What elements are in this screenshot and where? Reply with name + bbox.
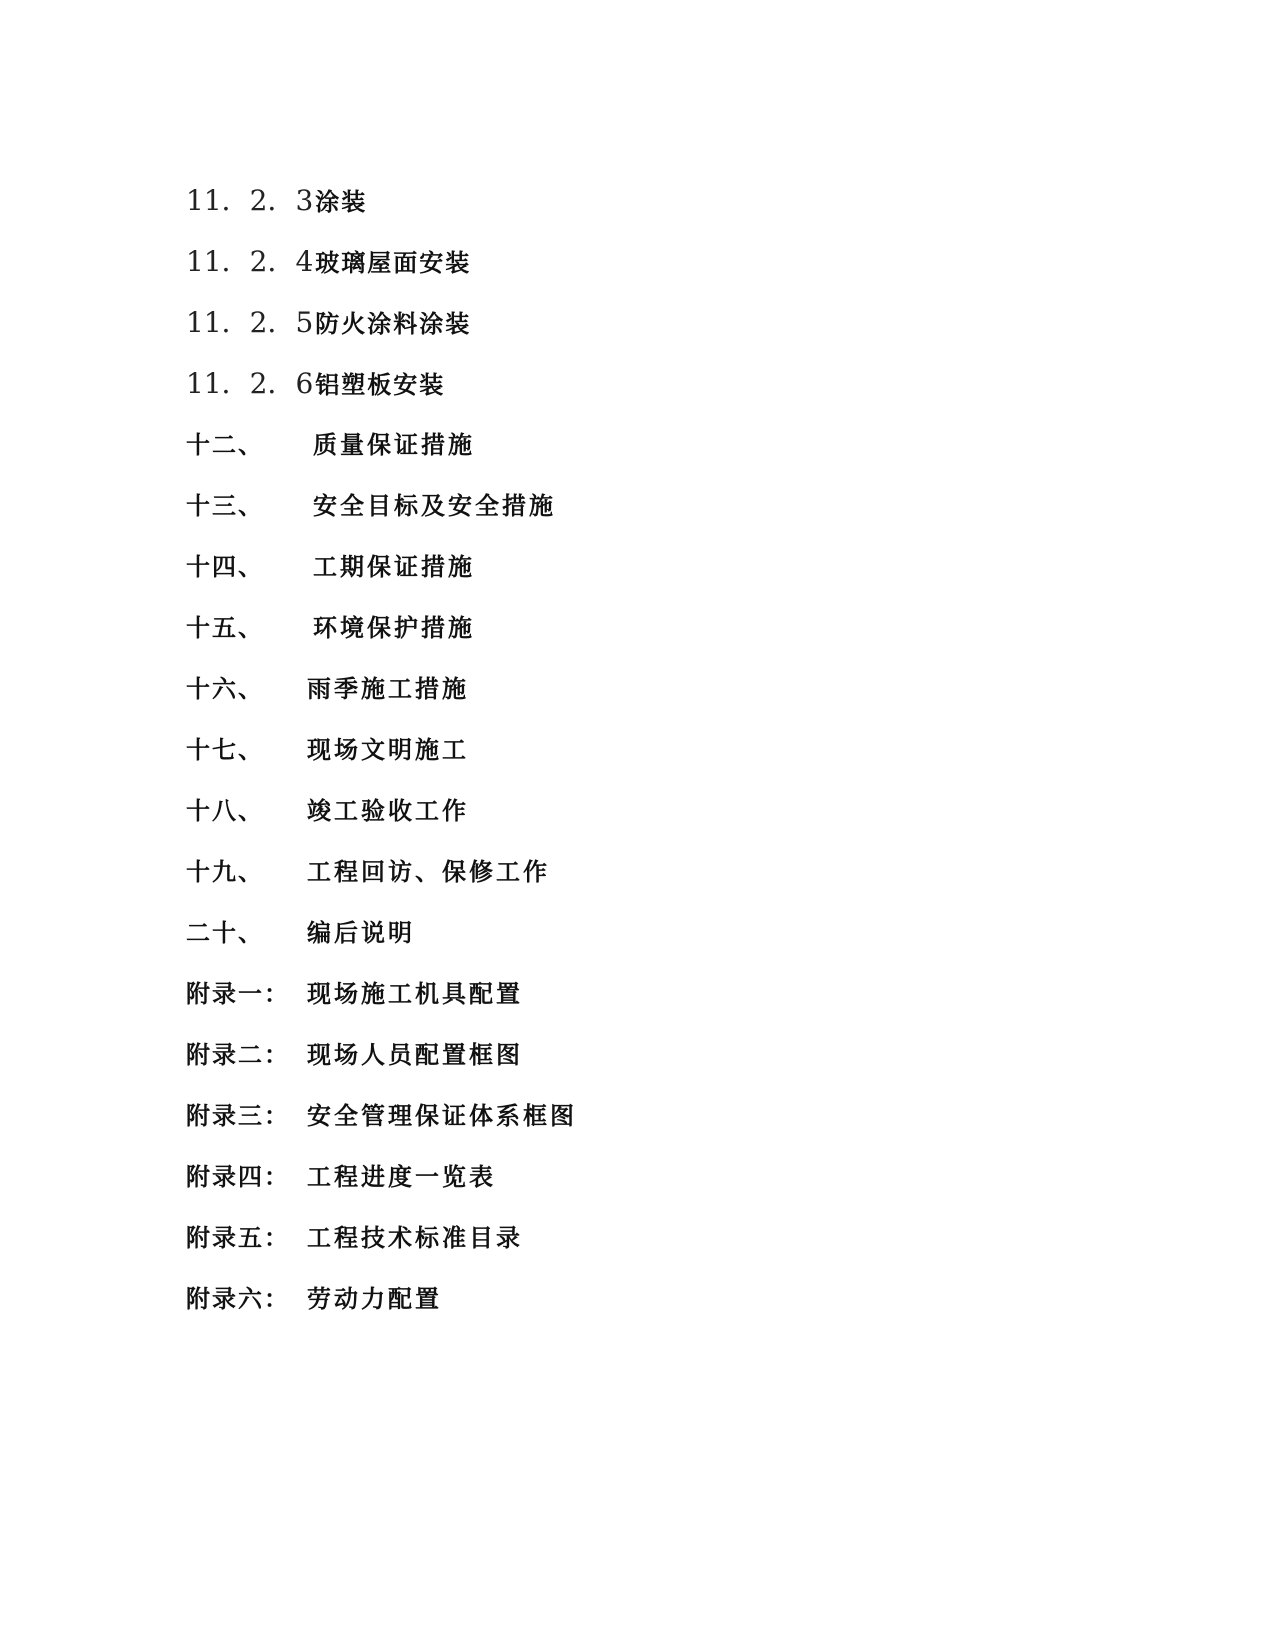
toc-entry-number: 十五、 [186, 613, 264, 642]
toc-entry [186, 1281, 1086, 1342]
toc-entry-number: 11．2．3 [186, 184, 314, 217]
toc-entry-title: 现场人员配置框图 [307, 1040, 523, 1069]
toc-entry [186, 427, 1086, 488]
toc-entry-title: 质量保证措施 [313, 430, 475, 459]
toc-entry [186, 915, 1086, 976]
toc-entry [186, 488, 1086, 549]
toc-entry-number: 附录四： [186, 1162, 290, 1191]
toc-entry [186, 732, 1086, 793]
toc-entry-number: 11．2．4 [186, 245, 314, 278]
toc-entry-number: 十六、 [186, 674, 264, 703]
toc-entry-number: 11．2．6 [186, 367, 314, 400]
toc-entry-title: 工程技术标准目录 [307, 1223, 523, 1252]
toc-entry-title: 玻璃屋面安装 [315, 248, 472, 277]
toc-entry-title: 竣工验收工作 [307, 796, 469, 825]
toc-entry [186, 610, 1086, 671]
toc-entry-number: 二十、 [186, 918, 264, 947]
toc-entry [186, 1037, 1086, 1098]
toc-entry-number: 附录一： [186, 979, 290, 1008]
toc-entry [186, 244, 1086, 305]
toc-entry-title: 防火涂料涂装 [315, 309, 472, 338]
toc-entry-number: 十八、 [186, 796, 264, 825]
toc-entry-title: 安全管理保证体系框图 [307, 1101, 577, 1130]
toc-entry-title: 现场文明施工 [307, 735, 469, 764]
toc-entry-title: 现场施工机具配置 [307, 979, 523, 1008]
toc-entry-number: 十九、 [186, 857, 264, 886]
toc-entry-title: 铝塑板安装 [315, 370, 446, 399]
toc-entry [186, 549, 1086, 610]
toc-entry-title: 涂装 [315, 187, 368, 216]
toc-entry-number: 十三、 [186, 491, 264, 520]
toc-entry-number: 十二、 [186, 430, 264, 459]
toc-entry-title: 环境保护措施 [313, 613, 475, 642]
toc-entry-number: 附录二： [186, 1040, 290, 1069]
toc-entry [186, 1220, 1086, 1281]
toc-entry [186, 976, 1086, 1037]
toc-entry-title: 工程回访、保修工作 [307, 857, 550, 886]
toc-entry [186, 793, 1086, 854]
toc-entry-number: 附录三： [186, 1101, 290, 1130]
toc-entry-title: 工期保证措施 [313, 552, 475, 581]
toc-entry [186, 305, 1086, 366]
toc-entry [186, 671, 1086, 732]
table-of-contents [186, 183, 1086, 1342]
toc-entry-number: 附录六： [186, 1284, 290, 1313]
toc-entry-title: 雨季施工措施 [307, 674, 469, 703]
toc-entry-title: 工程进度一览表 [307, 1162, 496, 1191]
toc-entry-title: 安全目标及安全措施 [313, 491, 556, 520]
toc-entry [186, 854, 1086, 915]
toc-entry [186, 183, 1086, 244]
toc-entry-title: 编后说明 [307, 918, 415, 947]
toc-entry-number: 十四、 [186, 552, 264, 581]
toc-entry-title: 劳动力配置 [307, 1284, 442, 1313]
toc-entry [186, 366, 1086, 427]
toc-entry-number: 11．2．5 [186, 306, 314, 339]
toc-entry [186, 1159, 1086, 1220]
toc-entry [186, 1098, 1086, 1159]
toc-entry-number: 附录五： [186, 1223, 290, 1252]
toc-entry-number: 十七、 [186, 735, 264, 764]
